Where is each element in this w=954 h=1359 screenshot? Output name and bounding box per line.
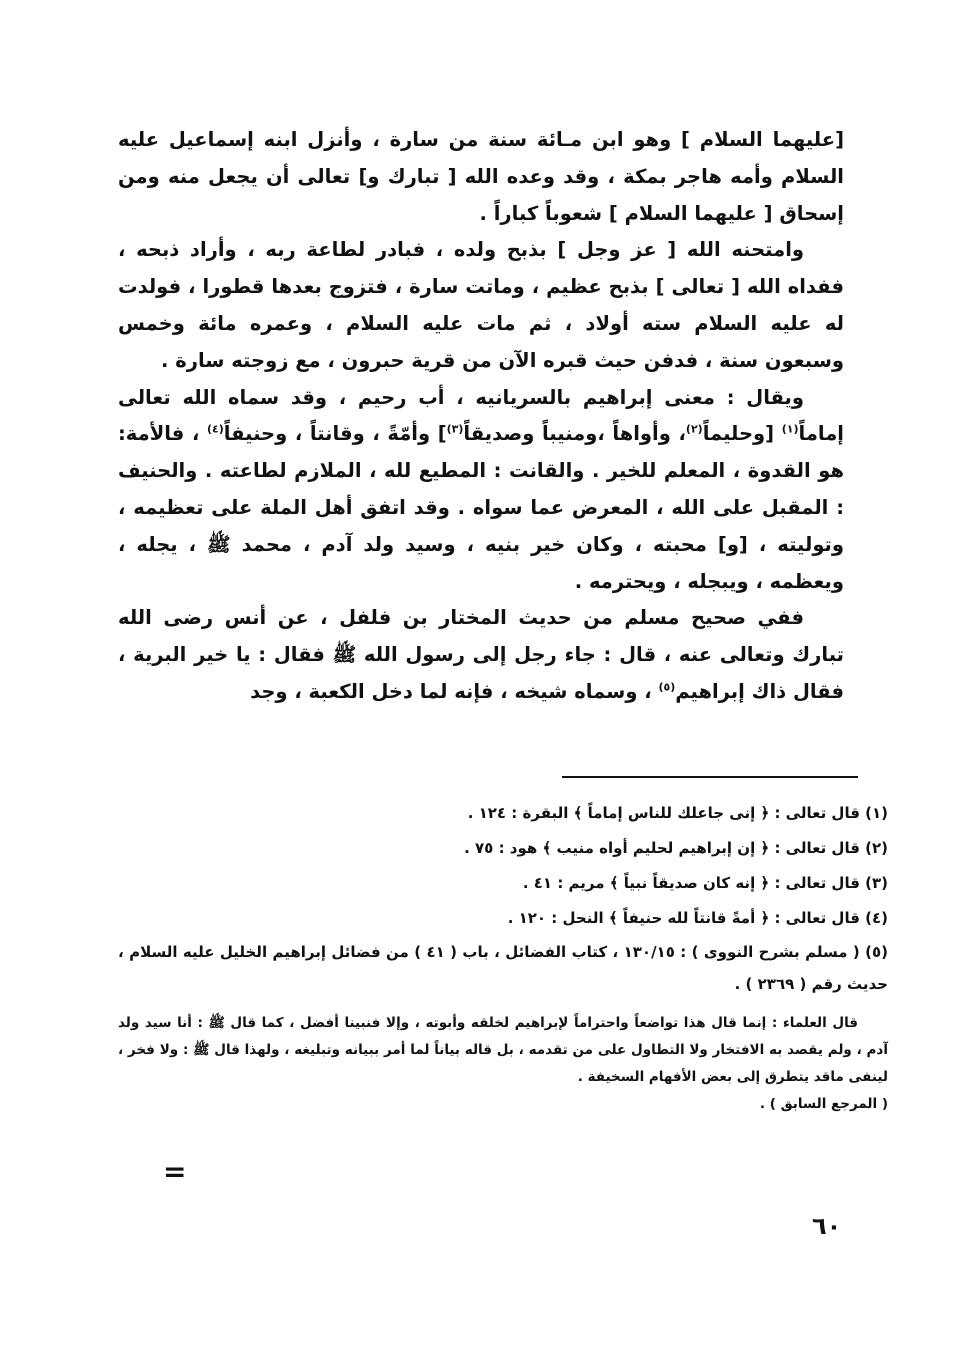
continuation-mark: = [163,1155,187,1188]
footnote-ref-2: (٢) [685,422,703,436]
footnote-2: (٢) قال تعالى : ﴿ إن إبراهيم لحليم أواه منيب ﴾ هود : ٧٥ . [464,839,888,857]
footnote-ref-5: (٥) [658,680,676,694]
paragraph-3-part-b: [وحليماً [702,422,782,446]
footnote-1: (١) قال تعالى : ﴿ إنى جاعلك للناس إماماً ﴾ البقرة : ١٢٤ . [467,804,888,822]
paragraph-3 [118,380,844,601]
footnote-3: (٣) قال تعالى : ﴿ إنه كان صديقاً نبياً ﴾ مريم : ٤١ . [522,874,888,892]
paragraph-4 [118,600,844,710]
footnote-4: (٤) قال تعالى : ﴿ أمةً قانتاً لله حنيفاً ﴾ النحل : ١٢٠ . [507,909,888,927]
footnote-divider [562,776,858,778]
paragraph-4-part-b: ، وسماه شيخه ، فإنه لما دخل الكعبة ، وجد [250,679,659,703]
paragraph-3-part-c: ، وأواهاً ،ومنيباً وصديقاً [463,422,686,446]
commentary-reference: ( المرجع السابق ) . [759,1096,888,1112]
paragraph-3-part-a: ويقال : معنى إبراهيم بالسريانيه ، أب رحيم ، وقد سماه الله تعالى إماماً [118,385,844,446]
commentary-text: قال العلماء : إنما قال هذا تواضعاً واحتراماً لإبراهيم لخلقه وأبوته ، وإلا فنبينا أفضل ، كما قال ﷺ : أنا سيد ولد آدم ، ولم يقصد به الافتخار ولا التطاول على من تقدمه ، بل قاله بياناً لما أمر ببيانه وتبليغه ، ولهذا قال ﷺ : ولا فخر ، لينفى ماقد يتطرق إلى بعض الأفهام السخيفة . [118,1015,888,1085]
paragraph-3-part-e: ، فالأمة: هو القدوة ، المعلم للخير . والقانت : المطيع لله ، الملازم لطاعته . والحنيف : المقبل على الله ، المعرض عما سواه . وقد اتفق أهل الملة على تعظيمه ، وتوليته ، [و] محبته ، وكان خير بنيه ، وسيد ولد آدم ، محمد ﷺ ، يجله ، ويعظمه ، ويبجله ، ويحترمه . [118,422,844,593]
footnote-5: (٥) ( مسلم بشرح النووى ) : ١٣٠/١٥ ، كتاب الفضائل ، باب ( ٤١ ) من فضائل إبراهيم الخليل عليه السلام ، حديث رقم ( ٢٣٦٩ ) . [118,943,889,993]
footnotes [118,796,888,1118]
main-text [118,122,844,711]
paragraph-3-part-d: ] وأمّةً ، وقانتاً ، وحنيفاً [223,422,447,446]
footnote-ref-3: (٣) [446,422,464,436]
paragraph-4-part-a: ففي صحيح مسلم من حديث المختار بن فلفل ، عن أنس رضى الله تبارك وتعالى عنه ، قال : جاء رجل إلى رسول الله ﷺ فقال : يا خير البرية ، فقال ذاك إبراهيم [118,606,844,703]
footnote-commentary [118,1010,888,1118]
page-number: ٦٠ [812,1212,842,1240]
footnote-ref-1: (١) [781,422,799,436]
paragraph-1: [عليهما السلام ] وهو ابن مـائة سنة من سارة ، وأنزل ابنه إسماعيل عليه السلام وأمه هاجر بمكة ، وقد وعده الله [ تبارك و] تعالى أن يجعل منه ومن إسحاق [ عليهما السلام ] شعوباً كباراً . [118,128,844,225]
footnote-ref-4: (٤) [206,422,224,436]
paragraph-2: وامتحنه الله [ عز وجل ] بذبح ولده ، فبادر لطاعة ربه ، وأراد ذبحه ، ففداه الله [ تعالى ] بذبح عظيم ، وماتت سارة ، فتزوج بعدها قطورا ، فولدت له عليه السلام سته أولاد ، ثم مات عليه السلام ، وعمره مائة وخمس وسبعون سنة ، فدفن حيث قبره الآن من قرية حبرون ، مع زوجته سارة . [118,238,844,372]
